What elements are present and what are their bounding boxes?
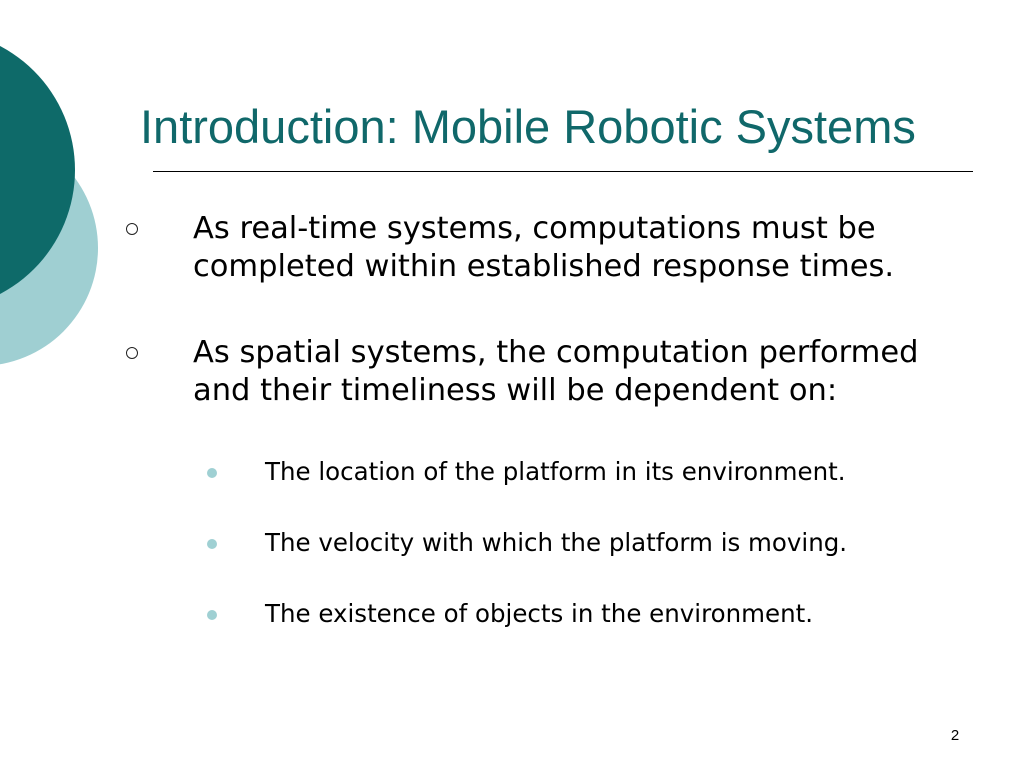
slide-title: Introduction: Mobile Robotic Systems bbox=[140, 100, 916, 153]
sub-bullet-item bbox=[265, 527, 965, 559]
bullet-item bbox=[193, 334, 963, 410]
sub-bullet-text: The velocity with which the platform is moving. bbox=[265, 528, 848, 557]
sub-bullet-item bbox=[265, 598, 965, 630]
sub-bullet-text: The location of the platform in its environment. bbox=[265, 457, 846, 486]
dot-bullet-icon bbox=[207, 539, 217, 549]
bullet-text: As spatial systems, the computation performed and their timeliness will be dependent on: bbox=[193, 335, 919, 408]
sub-bullet-text: The existence of objects in the environment. bbox=[265, 599, 813, 628]
hollow-circle-bullet-icon bbox=[126, 347, 138, 359]
dot-bullet-icon bbox=[207, 468, 217, 478]
bullet-item bbox=[193, 210, 963, 286]
bullet-text: As real-time systems, computations must be completed within established response times. bbox=[193, 211, 895, 284]
sub-bullet-item bbox=[265, 456, 965, 488]
title-underline bbox=[153, 171, 973, 172]
dot-bullet-icon bbox=[207, 610, 217, 620]
hollow-circle-bullet-icon bbox=[126, 223, 138, 235]
decorative-circles bbox=[0, 0, 120, 420]
page-number: 2 bbox=[950, 727, 960, 744]
